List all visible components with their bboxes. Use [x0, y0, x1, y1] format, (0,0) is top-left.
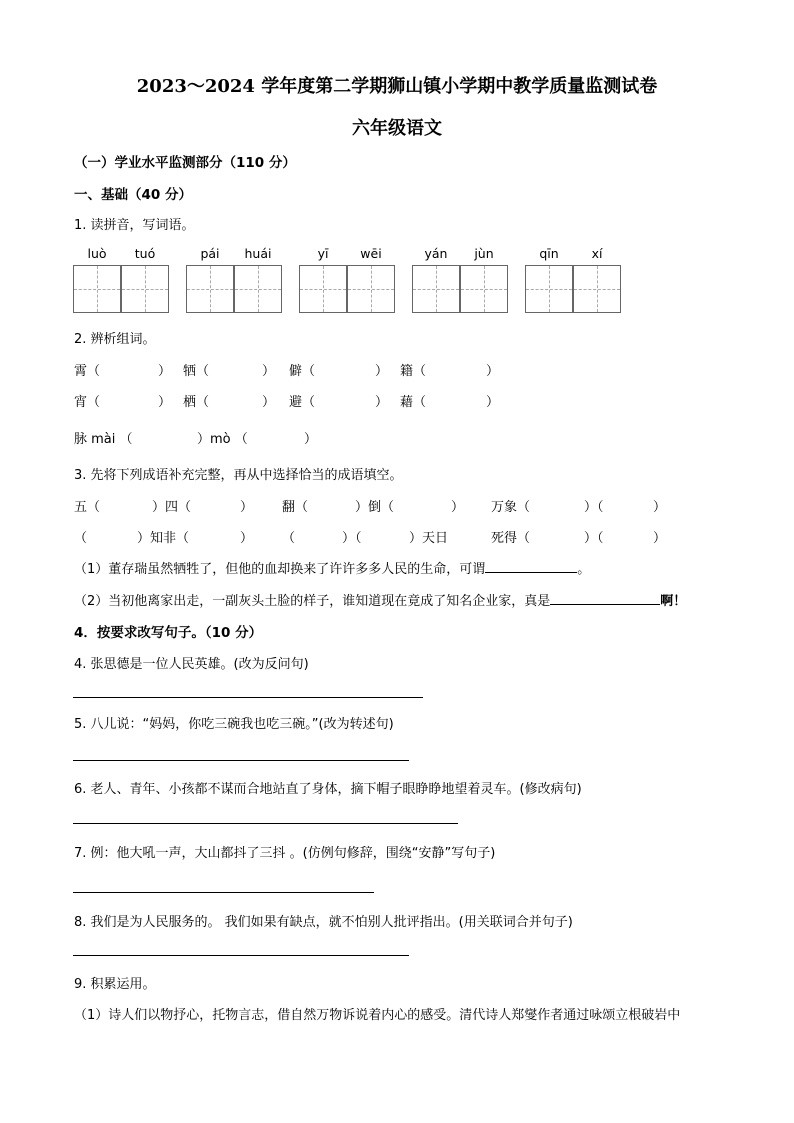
pinyin-label: pái	[200, 246, 220, 261]
word-blank[interactable]: 宵（	[74, 395, 101, 410]
word-blank[interactable]: 霄（	[74, 364, 101, 379]
exam-title: 2023～2024 学年度第二学期狮山镇小学期中教学质量监测试卷	[136, 76, 658, 97]
answer-line[interactable]	[73, 955, 409, 956]
word-blank[interactable]: 籍（	[400, 364, 427, 379]
word-blank-close: ）	[653, 500, 667, 515]
exam-subtitle: 六年级语文	[352, 118, 442, 139]
idiom-blank[interactable]: ）（	[584, 500, 604, 515]
pinyin-label: wēi	[360, 246, 382, 261]
idiom-blank[interactable]: ）倒（	[355, 500, 395, 515]
fill-sentence-1	[74, 558, 590, 577]
word-blank-close: ）	[262, 395, 276, 410]
idiom-blank[interactable]: （	[74, 531, 88, 546]
rewrite-item: 7. 例：他大吼一声，大山都抖了三抖 。(仿例句修辞，围绕“安静”写句子)	[74, 846, 496, 861]
pinyin-label: yán	[424, 246, 448, 261]
fill-sentence-2	[74, 590, 686, 609]
word-blank-close: ）	[158, 395, 172, 410]
section-heading: （一）学业水平监测部分（110 分）	[74, 155, 296, 171]
fill-sentence-end: 。	[577, 562, 591, 577]
writing-grid-box[interactable]	[347, 265, 395, 313]
fill-sentence-text: （2）当初他离家出走，一副灰头土脸的样子，谁知道现在竟成了知名企业家，真是	[74, 594, 551, 609]
writing-grid-box[interactable]	[73, 265, 121, 313]
pinyin-label: xí	[591, 246, 603, 261]
word-blank[interactable]: 僻（	[289, 364, 316, 379]
rewrite-item: 5. 八儿说：“妈妈，你吃三碗我也吃三碗。”(改为转述句)	[74, 717, 394, 732]
writing-grid-box[interactable]	[460, 265, 508, 313]
word-blank[interactable]: 避（	[289, 395, 316, 410]
word-blank-close: ）	[240, 531, 254, 546]
q9-prompt: 9. 积累运用。	[74, 977, 156, 992]
word-blank-close: ）	[653, 531, 667, 546]
word-blank-close: ）	[486, 364, 500, 379]
idiom-blank[interactable]: ）四（	[152, 500, 192, 515]
pinyin-label: yī	[317, 246, 329, 261]
word-blank-close: ）	[304, 432, 318, 447]
q9-sentence: （1）诗人们以物抒心，托物言志，借自然万物诉说着内心的感受。清代诗人郑燮作者通过咏颂立根破岩中	[74, 1008, 681, 1023]
word-blank-close: ）	[375, 364, 389, 379]
pinyin-label: huái	[244, 246, 272, 261]
writing-grid-box[interactable]	[412, 265, 460, 313]
idiom-blank[interactable]: 五（	[74, 500, 101, 515]
word-blank[interactable]: ）mò （	[197, 432, 248, 447]
pinyin-label: luò	[87, 246, 107, 261]
q1-prompt: 1. 读拼音，写词语。	[74, 218, 195, 233]
word-blank-close: ）	[375, 395, 389, 410]
pinyin-label: tuó	[134, 246, 156, 261]
writing-grid-box[interactable]	[186, 265, 234, 313]
word-blank[interactable]: 栖（	[183, 395, 210, 410]
word-blank[interactable]: 牺（	[183, 364, 210, 379]
word-blank-close: ）	[451, 500, 465, 515]
idiom-blank[interactable]: ）知非（	[137, 531, 190, 546]
writing-grid-box[interactable]	[121, 265, 169, 313]
idiom-blank[interactable]: （	[282, 531, 296, 546]
pinyin-label: qīn	[539, 246, 559, 261]
fill-sentence-end: 啊！	[660, 594, 687, 609]
q3-prompt: 3. 先将下列成语补充完整，再从中选择恰当的成语填空。	[74, 468, 403, 483]
writing-grid-box[interactable]	[525, 265, 573, 313]
word-blank-close: ）	[240, 500, 254, 515]
idiom-blank[interactable]: 死得（	[491, 531, 531, 546]
pinyin-label: jùn	[474, 246, 494, 261]
writing-grid-box[interactable]	[234, 265, 282, 313]
idiom-suffix: ）天日	[409, 531, 449, 546]
answer-line[interactable]	[73, 823, 458, 824]
rewrite-item: 4. 张思德是一位人民英雄。(改为反问句)	[74, 657, 309, 672]
word-blank[interactable]: 藉（	[400, 395, 427, 410]
fill-sentence-text: （1）董存瑞虽然牺牲了，但他的血却换来了许许多多人民的生命，可谓	[74, 562, 486, 577]
word-blank-close: ）	[486, 395, 500, 410]
answer-line[interactable]	[73, 892, 374, 893]
q4-heading: 4．按要求改写句子。（10 分）	[74, 625, 263, 641]
rewrite-item: 8. 我们是为人民服务的。 我们如果有缺点，就不怕别人批评指出。(用关联词合并句子)	[74, 915, 573, 930]
answer-line[interactable]	[73, 697, 423, 698]
writing-grid-box[interactable]	[299, 265, 347, 313]
part-heading: 一、基础（40 分）	[74, 187, 192, 203]
rewrite-item: 6. 老人、青年、小孩都不谋而合地站直了身体，摘下帽子眼睁睁地望着灵车。(修改病句)	[74, 782, 582, 797]
q2-prompt: 2. 辨析组词。	[74, 332, 156, 347]
idiom-blank[interactable]: ）（	[342, 531, 362, 546]
word-blank[interactable]: 脉 mài （	[74, 432, 133, 447]
idiom-blank[interactable]: ）（	[584, 531, 604, 546]
fill-blank[interactable]	[485, 572, 577, 573]
fill-blank[interactable]	[550, 604, 660, 605]
idiom-blank[interactable]: 翻（	[282, 500, 309, 515]
answer-line[interactable]	[73, 760, 409, 761]
word-blank-close: ）	[262, 364, 276, 379]
idiom-blank[interactable]: 万象（	[491, 500, 531, 515]
word-blank-close: ）	[158, 364, 172, 379]
writing-grid-box[interactable]	[573, 265, 621, 313]
